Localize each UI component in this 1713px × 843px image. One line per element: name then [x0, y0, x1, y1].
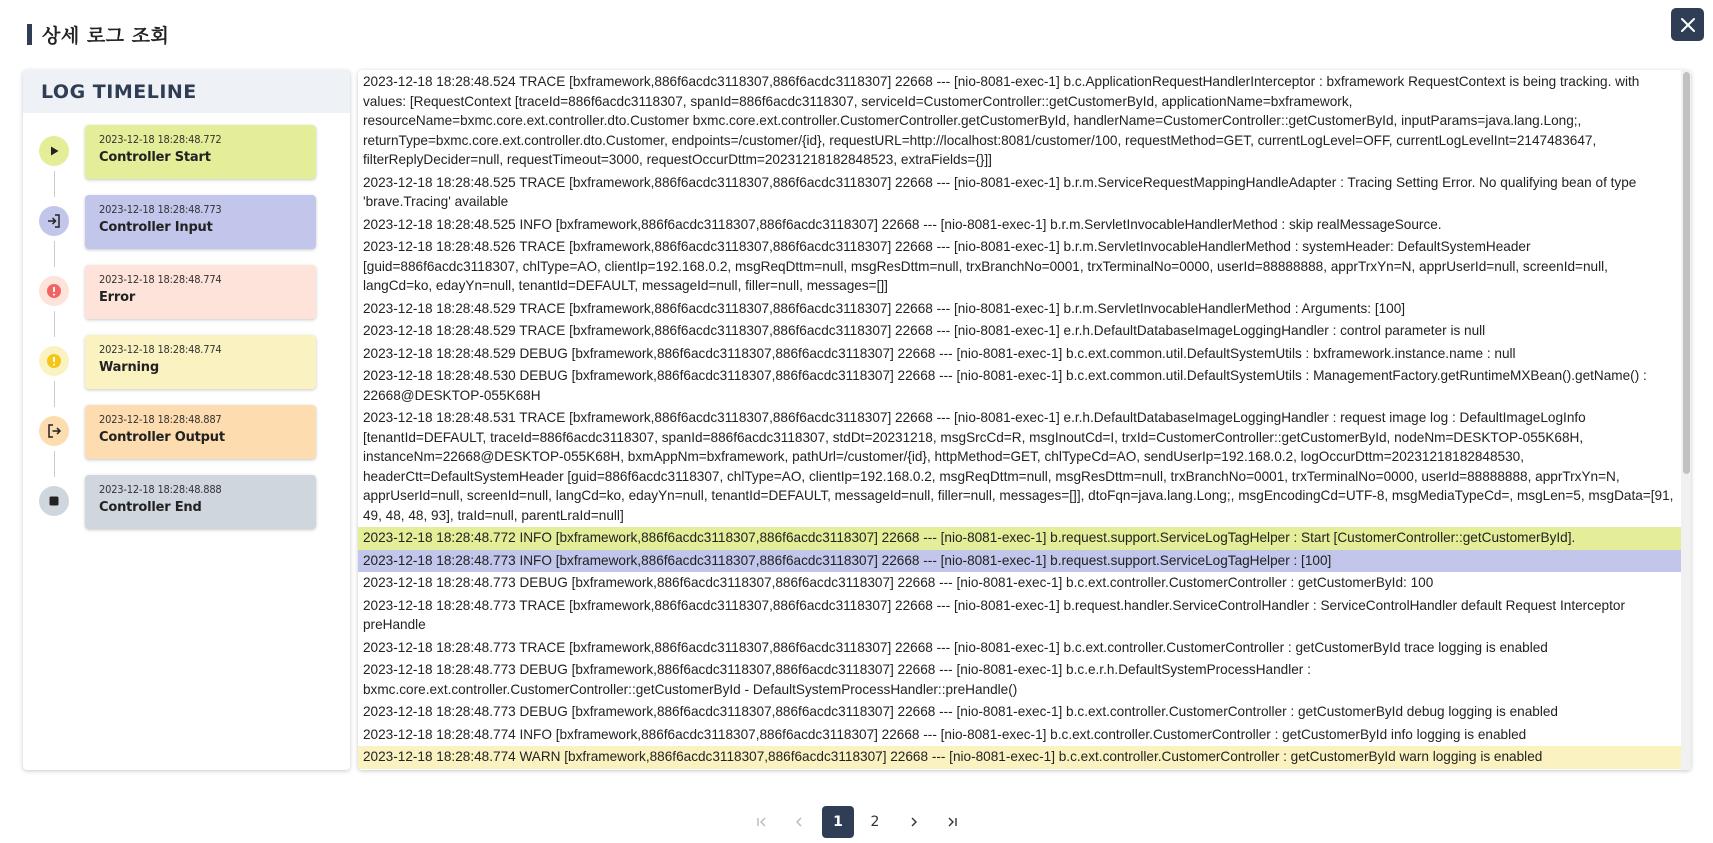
timeline-card[interactable] [85, 265, 316, 319]
log-line: 2023-12-18 18:28:48.529 TRACE [bxframework,886f6acdc3118307,886f6acdc3118307] 22668 --- [nio-8081-exec-1] b.r.m.ServletInvocableHandlerMethod : Arguments: [100] [363, 300, 1406, 316]
log-scrollbar[interactable] [1681, 70, 1691, 770]
timeline-card[interactable] [85, 195, 316, 249]
timeline-timestamp: 2023-12-18 18:28:48.888 [99, 483, 222, 496]
timeline-connector [54, 241, 55, 267]
first-page-icon [756, 816, 768, 828]
timeline-timestamp: 2023-12-18 18:28:48.774 [99, 273, 222, 286]
login-icon [39, 206, 69, 236]
last-page-button[interactable] [936, 806, 968, 838]
timeline-item[interactable] [23, 125, 350, 195]
log-line: 2023-12-18 18:28:48.531 TRACE [bxframework,886f6acdc3118307,886f6acdc3118307] 22668 --- [nio-8081-exec-1] e.r.h.DefaultDatabaseImageLoggingHandler : request image log : DefaultImageLogInfo [tenantId=DEFAULT, traceId=886f6acdc3118307, spanId=886f6acdc3118307, stdDt=20231218, msgSrcCd=R, msgInoutCd=I, trxId=CustomerController::getCustomerById, nodeNm=DESKTOP-055K68H, instanceNm=22668@DESKTOP-055K68H, bxmAppNm=bxframework, pathUrl=/customer/{id}, httpMethod=GET, chlTypeCd=AO, sendUserIp=192.168.0.2, logOccurDttm=20231218182848530, headerCtt=DefaultSystemHeader [guid=886f6acdc3118307, chlType=AO, clientIp=192.168.0.2, msgReqDttm=null, msgResDttm=null, trxBranchNo=0001, trxTerminalNo=0000, userId=88888888, apprTrxYn=N, apprUserId=null, screenId=null, langCd=ko, edayYn=null, tenantId=DEFAULT, messageId=null, filler=null, messages=[]], dtoFqn=java.lang.Long;, msgEncodingCd=UTF-8, msgMediaTypeCd=, msgLen=5, msgData=[91, 49, 48, 48, 93], traId=null, parentLraId=null] [363, 410, 1674, 523]
next-page-button[interactable] [898, 806, 930, 838]
timeline-item[interactable] [23, 475, 350, 545]
timeline-list [23, 113, 350, 545]
timeline-header [23, 70, 350, 113]
timeline-card[interactable] [85, 335, 316, 389]
stop-icon [39, 486, 69, 516]
log-line: 2023-12-18 18:28:48.525 INFO [bxframework,886f6acdc3118307,886f6acdc3118307] 22668 --- [nio-8081-exec-1] b.r.m.ServletInvocableHandlerMethod : skip realMessageSource. [363, 216, 1442, 232]
timeline-timestamp: 2023-12-18 18:28:48.773 [99, 203, 222, 216]
timeline-item[interactable] [23, 195, 350, 265]
log-line: 2023-12-18 18:28:48.773 TRACE [bxframework,886f6acdc3118307,886f6acdc3118307] 22668 --- [nio-8081-exec-1] b.c.ext.controller.CustomerController : getCustomerById trace logging is enabled [363, 639, 1548, 655]
log-timeline-panel [23, 70, 350, 770]
page-number-1: 1 [833, 814, 843, 830]
page-number-2: 2 [870, 814, 880, 830]
close-icon [1681, 18, 1695, 32]
log-line: 2023-12-18 18:28:48.773 TRACE [bxframework,886f6acdc3118307,886f6acdc3118307] 22668 --- [nio-8081-exec-1] b.request.handler.ServiceControlHandler : ServiceControlHandler default Request Interceptor preHandle [363, 597, 1625, 632]
timeline-timestamp: 2023-12-18 18:28:48.774 [99, 343, 222, 356]
timeline-connector [54, 171, 55, 197]
next-page-icon [908, 816, 920, 828]
log-line: 2023-12-18 18:28:48.530 DEBUG [bxframework,886f6acdc3118307,886f6acdc3118307] 22668 --- [nio-8081-exec-1] b.c.ext.common.util.DefaultSystemUtils : ManagementFactory.getRuntimeMXBean().getName() : 22668@DESKTOP-055K68H [363, 368, 1647, 403]
timeline-card[interactable] [85, 125, 316, 179]
timeline-label: Controller Output [99, 430, 225, 445]
log-line: 2023-12-18 18:28:48.529 TRACE [bxframework,886f6acdc3118307,886f6acdc3118307] 22668 --- [nio-8081-exec-1] e.r.h.DefaultDatabaseImageLoggingHandler : control parameter is null [363, 323, 1486, 338]
log-line: 2023-12-18 18:28:48.773 DEBUG [bxframework,886f6acdc3118307,886f6acdc3118307] 22668 --- [nio-8081-exec-1] b.c.ext.controller.CustomerController : getCustomerById: 100 [363, 575, 1434, 590]
timeline-connector [54, 381, 55, 407]
last-page-icon [946, 816, 958, 828]
log-line: 2023-12-18 18:28:48.773 INFO [bxframework,886f6acdc3118307,886f6acdc3118307] 22668 --- [nio-8081-exec-1] b.request.support.ServiceLogTagHelper : [100] [358, 550, 1681, 573]
timeline-item[interactable] [23, 335, 350, 405]
prev-page-icon [793, 816, 805, 828]
log-line: 2023-12-18 18:28:48.529 DEBUG [bxframework,886f6acdc3118307,886f6acdc3118307] 22668 --- [nio-8081-exec-1] b.c.ext.common.util.DefaultSystemUtils : bxframework.instance.name : null [363, 345, 1516, 361]
log-line: 2023-12-18 18:28:48.774 WARN [bxframework,886f6acdc3118307,886f6acdc3118307] 22668 --- [nio-8081-exec-1] b.c.ext.controller.CustomerController : getCustomerById warn logging is enabled [358, 746, 1681, 769]
pagination [0, 806, 1713, 838]
timeline-label: Warning [99, 360, 159, 375]
timeline-label: Error [99, 290, 136, 305]
log-line: 2023-12-18 18:28:48.772 INFO [bxframework,886f6acdc3118307,886f6acdc3118307] 22668 --- [nio-8081-exec-1] b.request.support.ServiceLogTagHelper : Start [CustomerController::getCustomerById]. [358, 527, 1681, 550]
page-title [27, 22, 169, 46]
logout-icon [39, 416, 69, 446]
timeline-item[interactable] [23, 405, 350, 475]
log-line: 2023-12-18 18:28:48.525 TRACE [bxframework,886f6acdc3118307,886f6acdc3118307] 22668 --- [nio-8081-exec-1] b.r.m.ServiceRequestMappingHandleAdapter : Tracing Setting Error. No qualifying bean of type 'brave.Tracing' available [363, 174, 1637, 209]
error-icon [39, 276, 69, 306]
log-line: 2023-12-18 18:28:48.773 DEBUG [bxframework,886f6acdc3118307,886f6acdc3118307] 22668 --- [nio-8081-exec-1] b.c.ext.controller.CustomerController : getCustomerById debug logging is enabled [363, 704, 1558, 719]
page-button-2[interactable] [859, 806, 891, 838]
timeline-card[interactable] [85, 475, 316, 529]
timeline-timestamp: 2023-12-18 18:28:48.772 [99, 133, 222, 146]
timeline-connector [54, 451, 55, 477]
log-list [358, 70, 1681, 770]
page-button-1[interactable] [822, 806, 854, 838]
timeline-card[interactable] [85, 405, 316, 459]
log-detail-panel [358, 70, 1691, 770]
timeline-connector [54, 311, 55, 337]
page-title-text: 상세 로그 조회 [42, 24, 170, 47]
log-line: 2023-12-18 18:28:48.774 INFO [bxframework,886f6acdc3118307,886f6acdc3118307] 22668 --- [nio-8081-exec-1] b.c.ext.controller.CustomerController : getCustomerById info logging is enabled [363, 726, 1527, 742]
first-page-button[interactable] [746, 806, 778, 838]
close-button[interactable] [1671, 8, 1704, 41]
timeline-label: Controller End [99, 500, 202, 515]
prev-page-button[interactable] [783, 806, 815, 838]
play-icon [39, 136, 69, 166]
log-line: 2023-12-18 18:28:48.524 TRACE [bxframework,886f6acdc3118307,886f6acdc3118307] 22668 --- [nio-8081-exec-1] b.c.ApplicationRequestHandlerInterceptor : bxframework RequestContext is being tracking. with values: [RequestContext [traceId=886f6acdc3118307, spanId=886f6acdc3118307, serviceId=CustomerController::getCustomerById, applicationName=bxframework, resourceName=bxmc.core.ext.controller.dto.Customer bxmc.core.ext.controller.CustomerController.getCustomerById, handlerName=CustomerController::getCustomerById, inputParams=java.lang.Long;, returnType=bxmc.core.ext.controller.dto.Customer, endpoints=/customer/{id}, requestURL=http://localhost:8081/customer/100, requestMethod=GET, currentLogLevel=OFF, currentLogLevelInt=2147483647, filterReplyDecider=null, requestTimeout=3000, requestOccurDttm=20231218182848523, extraFields={}]] [363, 74, 1640, 167]
title-accent-bar [27, 24, 32, 45]
timeline-timestamp: 2023-12-18 18:28:48.887 [99, 413, 222, 426]
log-line: 2023-12-18 18:28:48.526 TRACE [bxframework,886f6acdc3118307,886f6acdc3118307] 22668 --- [nio-8081-exec-1] b.r.m.ServletInvocableHandlerMethod : systemHeader: DefaultSystemHeader [guid=886f6acdc3118307, chlType=AO, clientIp=192.168.0.2, msgReqDttm=null, msgResDttm=null, trxBranchNo=0001, trxTerminalNo=0000, userId=88888888, apprTrxYn=N, apprUserId=null, screenId=null, langCd=ko, edayYn=null, tenantId=DEFAULT, messageId=null, filler=null, messages=[]] [363, 239, 1608, 293]
log-scrollbar-thumb[interactable] [1683, 72, 1690, 474]
timeline-label: Controller Input [99, 220, 213, 235]
timeline-label: Controller Start [99, 150, 211, 165]
timeline-item[interactable] [23, 265, 350, 335]
log-line: 2023-12-18 18:28:48.773 DEBUG [bxframework,886f6acdc3118307,886f6acdc3118307] 22668 --- [nio-8081-exec-1] b.c.e.r.h.DefaultSystemProcessHandler : bxmc.core.ext.controller.CustomerController::getCustomerById - DefaultSystemProcessHandler::preHandle() [363, 662, 1311, 697]
timeline-header-title: LOG TIMELINE [41, 80, 197, 103]
warning-icon [39, 346, 69, 376]
